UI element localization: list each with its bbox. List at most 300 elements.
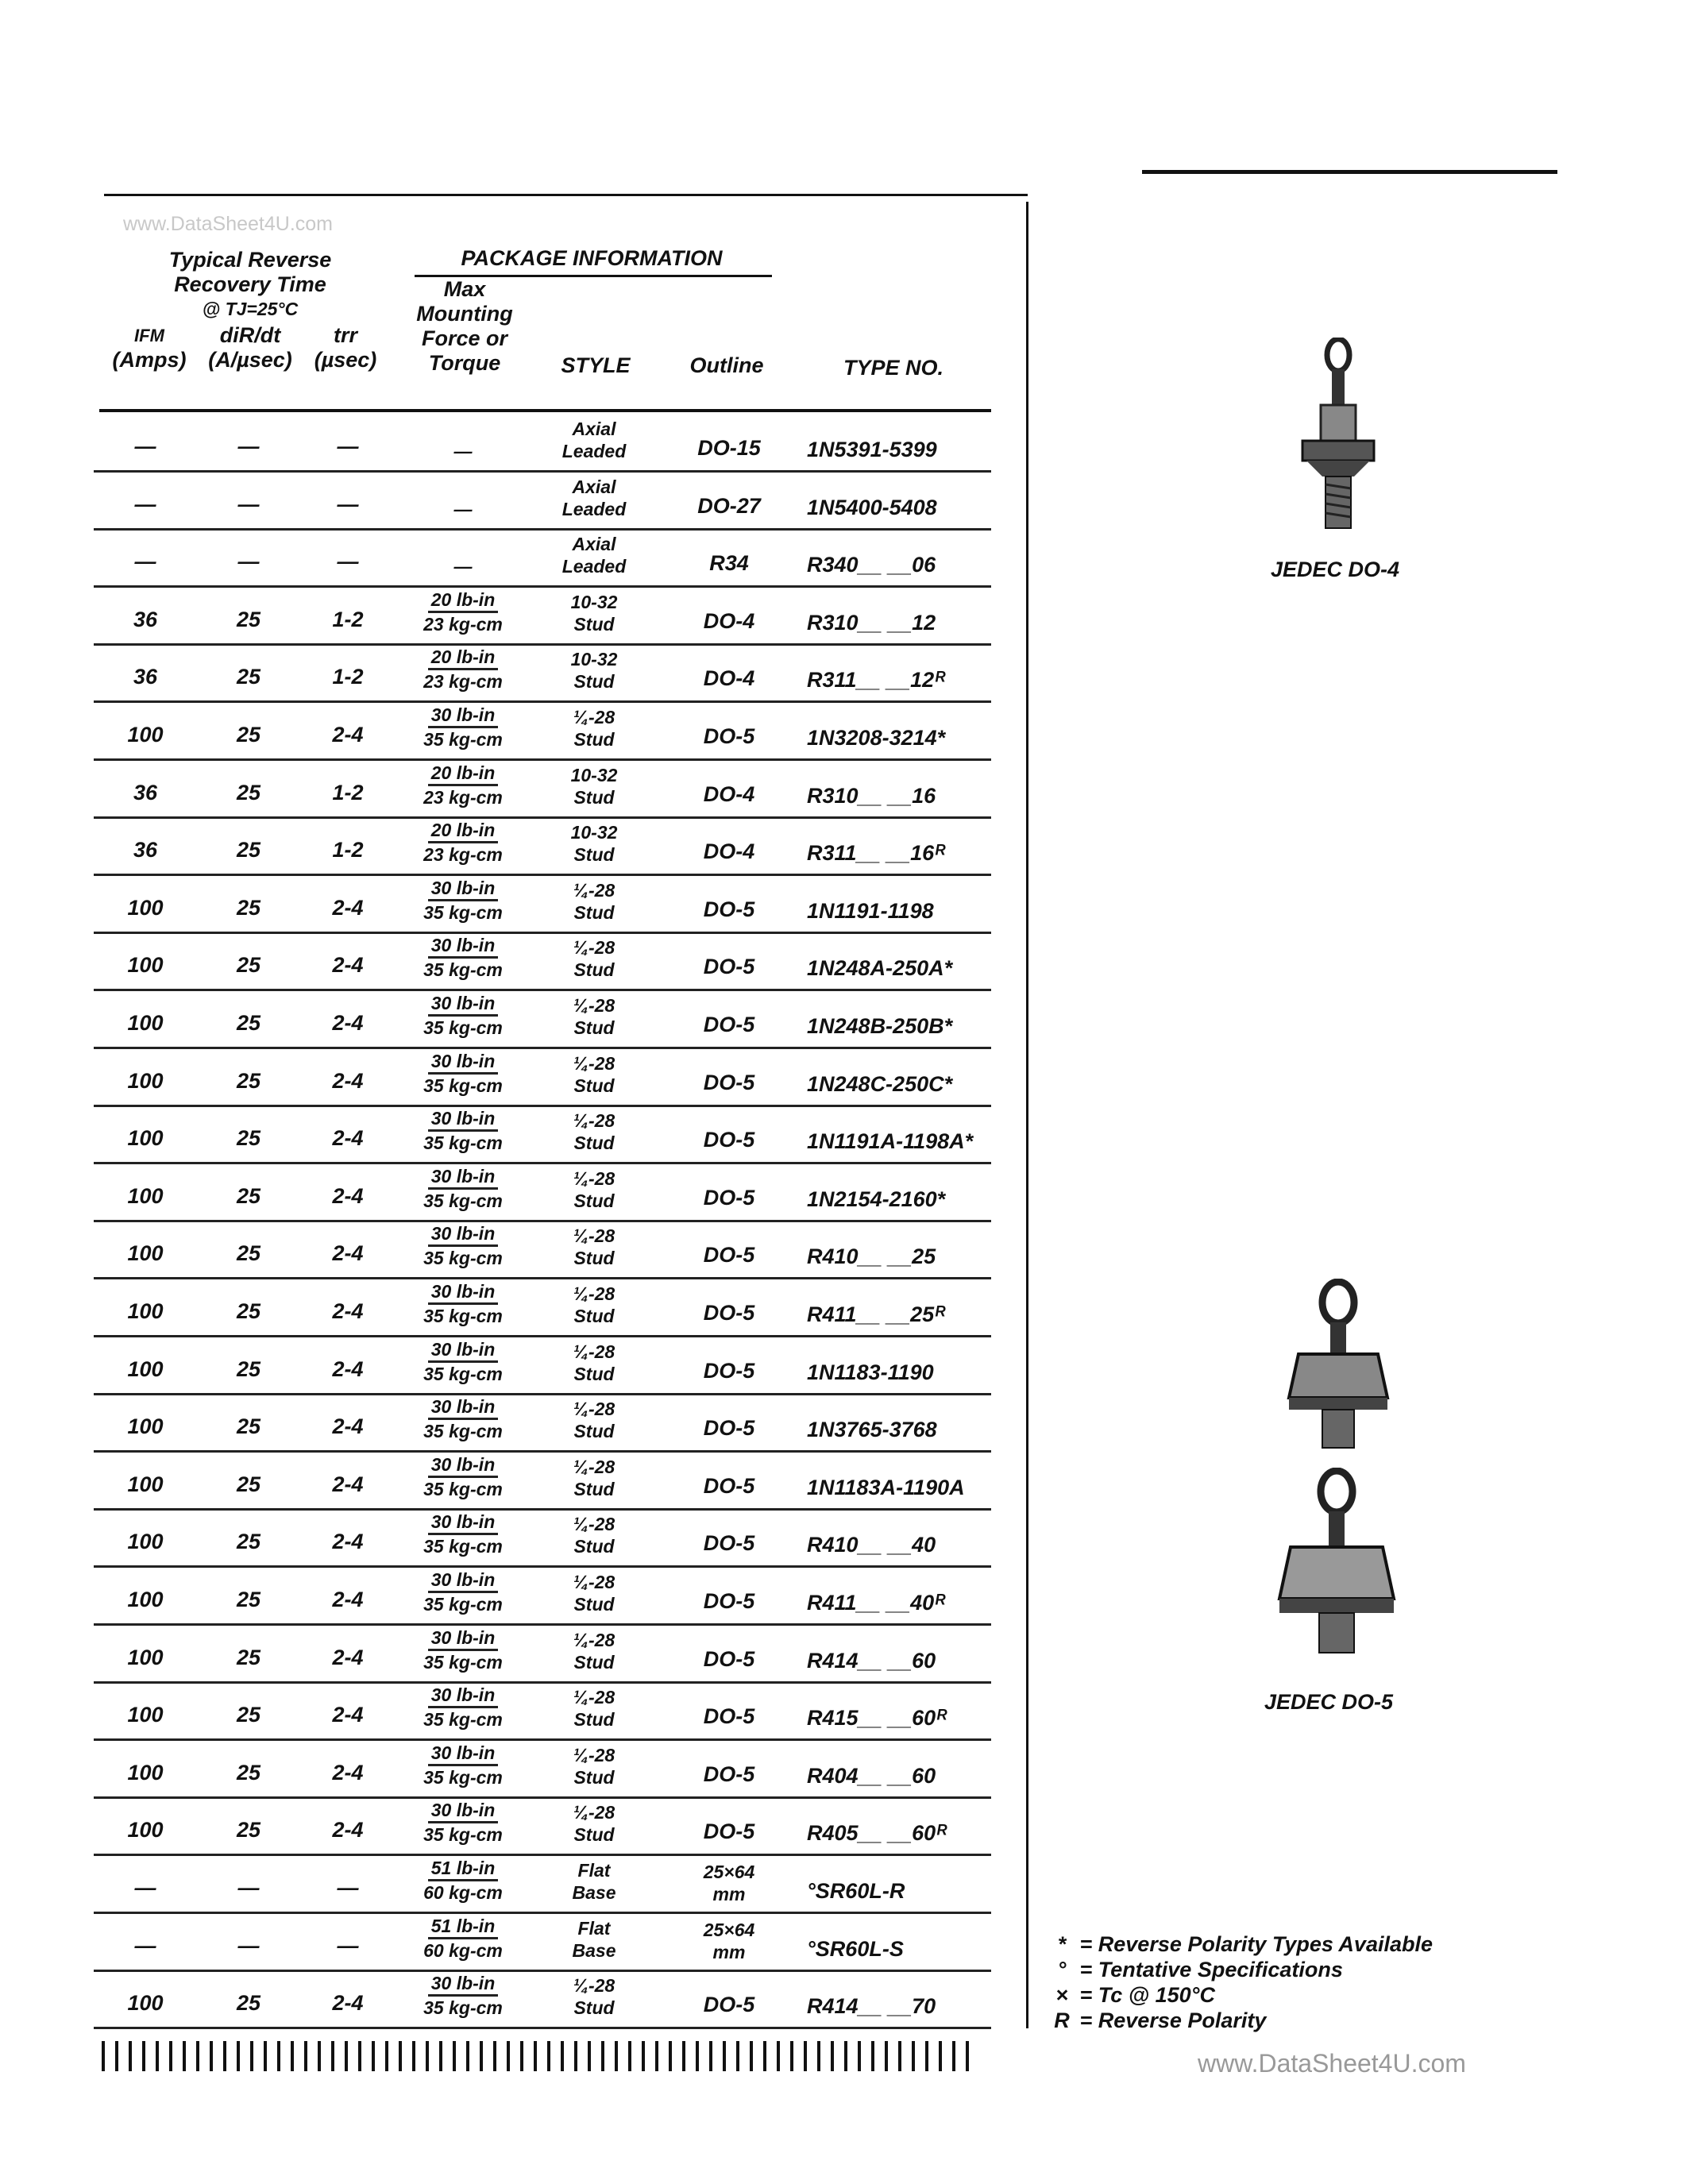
ifm-cell: 100	[127, 1356, 164, 1381]
torque-lbin: 30 lb-in	[428, 1626, 499, 1651]
didt-cell: 25	[236, 953, 261, 978]
style-cell	[550, 1629, 638, 1673]
header-line: (Amps)	[112, 348, 187, 372]
style-line: Stud	[573, 1478, 615, 1499]
outline-cell: DO-4	[703, 608, 755, 633]
ifm-cell: 100	[127, 1299, 164, 1323]
torque-lbin: 51 lb-in	[428, 1857, 499, 1881]
type-no-cell: R415__ __60ᴿ	[807, 1706, 947, 1731]
torque-kgcm: 35 kg-cm	[423, 1766, 503, 1788]
header-outline: Outline	[689, 353, 764, 377]
torque-cell	[407, 704, 519, 751]
didt-cell: —	[237, 1933, 260, 1958]
outline-cell: DO-5	[703, 1646, 755, 1671]
trr-cell: —	[337, 492, 359, 516]
style-line: Stud	[573, 959, 615, 981]
type-no-cell: R411__ __40ᴿ	[807, 1591, 946, 1615]
torque-lbin: 30 lb-in	[428, 1107, 499, 1132]
style-cell	[550, 476, 638, 520]
table-row	[94, 1854, 991, 1914]
didt-cell: 25	[236, 1472, 261, 1496]
type-no-cell: 1N5391-5399	[807, 438, 937, 461]
table-row	[94, 1508, 991, 1568]
style-cell	[550, 1341, 638, 1385]
style-line: Stud	[573, 844, 615, 866]
torque-lbin: 30 lb-in	[428, 1280, 499, 1305]
didt-cell: 25	[236, 1068, 261, 1093]
header-line: Max	[443, 277, 486, 301]
outline-cell: DO-5	[703, 1358, 755, 1383]
header-line: @ TJ=25°C	[202, 299, 299, 319]
ifm-cell: 100	[127, 1588, 164, 1611]
trr-cell: —	[337, 1933, 359, 1958]
torque-cell	[407, 1972, 519, 2019]
torque-cell	[407, 1222, 519, 1269]
style-line: Base	[572, 1939, 616, 1961]
torque-lbin: 30 lb-in	[428, 1222, 499, 1247]
table-row	[94, 874, 991, 934]
style-cell	[550, 1744, 638, 1788]
ifm-cell: 100	[127, 1414, 164, 1439]
outline-cell: DO-5	[703, 1013, 755, 1036]
type-no-cell: R410__ __40	[807, 1533, 936, 1557]
ifm-cell: 100	[127, 1645, 164, 1669]
header-line: IFM	[134, 326, 164, 345]
torque-lbin: 30 lb-in	[428, 1165, 499, 1190]
watermark-bottom: www.DataSheet4U.com	[1198, 2049, 1466, 2078]
torque-cell	[407, 992, 519, 1039]
didt-cell: —	[237, 1876, 260, 1900]
top-rule-left	[104, 194, 1028, 196]
type-no-cell: R410__ __25	[807, 1244, 936, 1269]
style-line: ¼-28	[573, 1802, 615, 1823]
table-row	[94, 1624, 991, 1684]
didt-cell: 25	[236, 838, 261, 862]
torque-lbin: 30 lb-in	[428, 934, 499, 959]
style-line: ¼-28	[573, 1167, 615, 1189]
torque-cell	[407, 498, 519, 520]
style-line: Leaded	[561, 556, 627, 577]
torque-lbin: 30 lb-in	[428, 1684, 499, 1708]
style-line: Stud	[573, 1306, 615, 1326]
style-cell	[550, 1859, 638, 1904]
torque-lbin: 30 lb-in	[428, 704, 499, 728]
style-cell	[550, 1917, 638, 1962]
outline-cell: DO-5	[703, 955, 755, 979]
header-torque	[397, 277, 532, 376]
barcode-strip	[102, 2041, 979, 2071]
torque-cell	[407, 588, 519, 635]
table-row	[94, 528, 991, 588]
type-no-cell: 1N248C-250C*	[807, 1071, 953, 1096]
do5-package-image-2	[1273, 1468, 1400, 1654]
type-no-cell: R411__ __25ᴿ	[807, 1302, 946, 1326]
style-line: Stud	[573, 671, 615, 693]
ifm-cell: —	[134, 434, 156, 458]
style-cell	[550, 936, 638, 981]
trr-cell: 2-4	[332, 953, 364, 978]
table-row	[94, 1681, 991, 1741]
trr-cell: 2-4	[332, 1356, 364, 1381]
ifm-cell: 100	[127, 1068, 164, 1093]
trr-cell: 2-4	[332, 1530, 364, 1554]
outline-cell: DO-5	[703, 1473, 755, 1498]
legend	[1050, 1931, 1433, 2033]
legend-text: Reverse Polarity	[1098, 2008, 1267, 2032]
type-no-cell: 1N248A-250A*	[807, 956, 953, 981]
torque-lbin: 30 lb-in	[428, 1050, 499, 1075]
trr-cell: 1-2	[332, 665, 364, 689]
trr-cell: 2-4	[332, 1818, 364, 1843]
ifm-cell: —	[134, 492, 156, 516]
trr-cell: 2-4	[332, 1068, 364, 1093]
trr-cell: 1-2	[332, 838, 364, 862]
torque-lbin: 30 lb-in	[428, 1742, 499, 1766]
legend-text: Reverse Polarity Types Available	[1098, 1932, 1433, 1956]
style-line: ¼-28	[573, 1399, 615, 1420]
style-line: ¼-28	[573, 1456, 615, 1477]
outline-cell: DO-4	[703, 781, 755, 806]
style-line: 10-32	[570, 822, 618, 843]
table-row	[94, 1912, 991, 1972]
trr-cell: 2-4	[332, 1183, 364, 1208]
type-no-cell: 1N2154-2160*	[807, 1187, 946, 1211]
style-line: Axial	[572, 534, 616, 555]
ifm-cell: 100	[127, 1991, 164, 2016]
ifm-cell: 36	[133, 838, 158, 862]
torque-kgcm: 35 kg-cm	[423, 1651, 503, 1673]
watermark-top: www.DataSheet4U.com	[123, 213, 334, 235]
style-line: Stud	[573, 1997, 615, 2019]
trr-cell: —	[337, 550, 359, 574]
torque-kgcm: 60 kg-cm	[423, 1939, 503, 1961]
didt-cell: 25	[236, 1530, 261, 1554]
style-cell	[550, 1571, 638, 1615]
type-no-cell: 1N3208-3214*	[807, 726, 946, 750]
style-line: ¼-28	[573, 1514, 615, 1535]
outline-cell: DO-4	[703, 839, 755, 864]
torque-kgcm: 35 kg-cm	[423, 1997, 503, 2019]
type-no-cell: 1N5400-5408	[807, 495, 937, 519]
style-line: Stud	[573, 1421, 615, 1442]
ifm-cell: 100	[127, 723, 164, 747]
torque-cell	[407, 1050, 519, 1097]
ifm-cell: 36	[133, 607, 158, 631]
type-no-cell: R414__ __60	[807, 1648, 936, 1673]
torque-cell	[407, 440, 519, 462]
type-no-cell: R340__ __06	[807, 553, 936, 577]
trr-cell: 2-4	[332, 1760, 364, 1785]
style-line: ¼-28	[573, 1110, 615, 1132]
outline-cell: DO-5	[703, 724, 755, 748]
style-cell	[550, 533, 638, 577]
torque-cell	[407, 1684, 519, 1731]
style-line: Stud	[573, 1594, 615, 1615]
style-line: ¼-28	[573, 879, 615, 901]
header-line: Recovery Time	[174, 272, 326, 296]
do5-label: JEDEC DO-5	[1264, 1690, 1394, 1714]
legend-mark: R	[1054, 2008, 1070, 2032]
torque-cell	[407, 1742, 519, 1788]
torque-kgcm: 35 kg-cm	[423, 1824, 503, 1846]
outline-cell: DO-5	[703, 1416, 755, 1441]
trr-cell: —	[337, 434, 359, 458]
type-no-cell: 1N1183-1190	[807, 1360, 934, 1384]
style-line: ¼-28	[573, 1283, 615, 1304]
torque-lbin: 20 lb-in	[428, 646, 499, 670]
didt-cell: 25	[236, 780, 261, 805]
table-row	[94, 1739, 991, 1799]
torque-kgcm: 35 kg-cm	[423, 1709, 503, 1731]
style-line: ¼-28	[573, 1225, 615, 1247]
didt-cell: 25	[236, 607, 261, 631]
torque-cell	[407, 1280, 519, 1327]
outline-cell: DO-5	[703, 1185, 755, 1210]
ifm-cell: 100	[127, 1011, 164, 1035]
outline-cell: DO-5	[703, 1819, 755, 1844]
outline-cell: DO-5	[703, 1070, 755, 1094]
torque-lbin: 51 lb-in	[428, 1915, 499, 1939]
type-no-cell: R311__ __12ᴿ	[807, 668, 946, 693]
style-line: Stud	[573, 786, 615, 808]
do4-label: JEDEC DO-4	[1271, 558, 1400, 581]
ifm-cell: 100	[127, 953, 164, 978]
torque-cell	[407, 1338, 519, 1385]
didt-cell: 25	[236, 1703, 261, 1727]
header-line: Typical Reverse	[168, 248, 332, 272]
trr-cell: 2-4	[332, 1241, 364, 1266]
trr-cell: 2-4	[332, 1011, 364, 1035]
torque-lbin: 30 lb-in	[428, 1511, 499, 1535]
didt-cell: 25	[236, 1299, 261, 1323]
torque-kgcm: 35 kg-cm	[423, 1421, 503, 1442]
style-cell	[550, 879, 638, 924]
torque-cell	[407, 1799, 519, 1846]
ifm-cell: 100	[127, 1241, 164, 1266]
type-no-cell: R404__ __60	[807, 1763, 936, 1788]
torque-kgcm: 35 kg-cm	[423, 1536, 503, 1557]
type-no-cell: 1N3765-3768	[807, 1418, 937, 1442]
style-line: Stud	[573, 1133, 615, 1154]
style-line: Stud	[573, 1766, 615, 1788]
table-row	[94, 586, 991, 646]
outline-cell: DO-15	[697, 436, 761, 460]
trr-cell: 2-4	[332, 723, 364, 747]
torque-kgcm: 35 kg-cm	[423, 1190, 503, 1211]
torque-cell	[407, 1511, 519, 1557]
torque-kgcm: 35 kg-cm	[423, 901, 503, 923]
didt-cell: 25	[236, 665, 261, 689]
legend-item: ° = Tentative Specifications	[1050, 1957, 1433, 1982]
didt-cell: 25	[236, 895, 261, 920]
table-row	[94, 1048, 991, 1107]
torque-kgcm: 35 kg-cm	[423, 959, 503, 981]
torque-lbin: 30 lb-in	[428, 1395, 499, 1420]
ifm-cell: —	[134, 1933, 156, 1958]
header-type-no: TYPE NO.	[843, 356, 944, 380]
torque-lbin: 30 lb-in	[428, 1799, 499, 1823]
outline-cell: 25×64 mm	[703, 1919, 755, 1962]
header-line: Force or	[421, 326, 508, 350]
torque-kgcm: —	[453, 441, 473, 461]
style-cell	[550, 1398, 638, 1442]
style-cell	[550, 821, 638, 866]
header-rule	[99, 409, 991, 412]
table-row	[94, 1105, 991, 1164]
style-line: ¼-28	[573, 995, 615, 1016]
torque-kgcm: 23 kg-cm	[423, 613, 503, 635]
top-rule-right	[1142, 170, 1557, 174]
torque-lbin: 20 lb-in	[428, 819, 499, 843]
table-row	[94, 816, 991, 876]
style-line: Leaded	[561, 441, 627, 461]
style-line: Stud	[573, 1363, 615, 1384]
type-no-cell: 1N1191A-1198A*	[807, 1129, 974, 1154]
style-line: ¼-28	[573, 1687, 615, 1708]
type-no-cell: °SR60L-S	[807, 1936, 904, 1961]
type-no-cell: R310__ __16	[807, 783, 936, 808]
torque-kgcm: 35 kg-cm	[423, 1248, 503, 1269]
trr-cell: 2-4	[332, 895, 364, 920]
torque-kgcm: 23 kg-cm	[423, 671, 503, 693]
torque-cell	[407, 555, 519, 577]
style-line: Stud	[573, 1248, 615, 1269]
header-line: Mounting	[416, 302, 513, 326]
torque-lbin: 30 lb-in	[428, 1338, 499, 1363]
didt-cell: 25	[236, 1356, 261, 1381]
didt-cell: —	[237, 550, 260, 574]
didt-cell: 25	[236, 1760, 261, 1785]
style-line: 10-32	[570, 649, 618, 670]
legend-item: × = Tc @ 150°C	[1050, 1982, 1433, 2008]
style-line: Base	[572, 1882, 616, 1903]
ifm-cell: —	[134, 1876, 156, 1900]
outline-cell: DO-5	[703, 1531, 755, 1556]
torque-lbin: 30 lb-in	[428, 992, 499, 1017]
table-row	[94, 643, 991, 703]
outline-cell: DO-5	[703, 1243, 755, 1268]
style-line: Stud	[573, 1651, 615, 1673]
torque-cell	[407, 1626, 519, 1673]
header-style: STYLE	[561, 353, 631, 377]
ifm-cell: 36	[133, 780, 158, 805]
ifm-cell: 100	[127, 895, 164, 920]
style-line: Stud	[573, 1824, 615, 1846]
style-cell	[550, 1513, 638, 1557]
style-cell	[550, 994, 638, 1039]
didt-cell: —	[237, 434, 260, 458]
ifm-cell: 36	[133, 665, 158, 689]
header-line: (µsec)	[314, 348, 377, 372]
didt-cell: 25	[236, 723, 261, 747]
header-recovery-time	[151, 248, 349, 322]
ifm-cell: 100	[127, 1126, 164, 1151]
trr-cell: 2-4	[332, 1126, 364, 1151]
type-no-cell: 1N248B-250B*	[807, 1014, 953, 1038]
style-line: Axial	[572, 476, 616, 497]
legend-text: Tentative Specifications	[1098, 1958, 1343, 1981]
style-line: ¼-28	[573, 1052, 615, 1074]
table-row	[94, 1278, 991, 1337]
torque-kgcm: 35 kg-cm	[423, 1594, 503, 1615]
style-line: Stud	[573, 1017, 615, 1038]
outline-cell: DO-5	[703, 1993, 755, 2017]
torque-kgcm: 35 kg-cm	[423, 1017, 503, 1038]
didt-cell: 25	[236, 1588, 261, 1611]
header-line: Torque	[428, 351, 501, 375]
style-cell	[550, 1225, 638, 1269]
didt-cell: 25	[236, 1414, 261, 1439]
style-cell	[550, 1283, 638, 1327]
torque-cell	[407, 646, 519, 693]
style-cell	[550, 706, 638, 751]
legend-text: Tc @ 150°C	[1098, 1983, 1215, 2007]
torque-kgcm: 35 kg-cm	[423, 1363, 503, 1384]
style-cell	[550, 648, 638, 693]
torque-cell	[407, 1453, 519, 1500]
table-row	[94, 1566, 991, 1626]
style-line: ¼-28	[573, 937, 615, 959]
didt-cell: 25	[236, 1183, 261, 1208]
table-row	[94, 701, 991, 761]
torque-kgcm: 60 kg-cm	[423, 1882, 503, 1903]
type-no-cell: R311__ __16ᴿ	[807, 841, 946, 866]
header-package-information: PACKAGE INFORMATION	[461, 246, 723, 270]
torque-kgcm: —	[453, 556, 473, 577]
style-cell	[550, 591, 638, 635]
ifm-cell: 100	[127, 1183, 164, 1208]
header-trr	[310, 323, 381, 372]
torque-lbin: 30 lb-in	[428, 1569, 499, 1593]
trr-cell: 1-2	[332, 780, 364, 805]
header-line: diR/dt	[219, 323, 281, 347]
style-line: ¼-28	[573, 1975, 615, 1997]
trr-cell: 2-4	[332, 1472, 364, 1496]
style-line: Flat	[577, 1917, 611, 1939]
header-line: trr	[333, 323, 357, 347]
torque-cell	[407, 1569, 519, 1615]
table-row	[94, 1336, 991, 1395]
style-cell	[550, 1167, 638, 1212]
legend-item: * = Reverse Polarity Types Available	[1050, 1931, 1433, 1957]
ifm-cell: 100	[127, 1703, 164, 1727]
ifm-cell: 100	[127, 1530, 164, 1554]
table-row	[94, 1163, 991, 1222]
style-line: Flat	[577, 1860, 611, 1881]
header-ifm	[110, 323, 189, 372]
header-didt	[199, 323, 302, 372]
outline-cell: DO-5	[703, 897, 755, 921]
table-row	[94, 471, 991, 531]
torque-kgcm: 35 kg-cm	[423, 1133, 503, 1154]
didt-cell: 25	[236, 1818, 261, 1843]
trr-cell: 1-2	[332, 607, 364, 631]
torque-kgcm: 35 kg-cm	[423, 1075, 503, 1096]
outline-cell: DO-4	[703, 666, 755, 691]
ifm-cell: 100	[127, 1818, 164, 1843]
torque-cell	[407, 1107, 519, 1154]
ifm-cell: —	[134, 550, 156, 574]
didt-cell: 25	[236, 1645, 261, 1669]
trr-cell: 2-4	[332, 1414, 364, 1439]
style-cell	[550, 1686, 638, 1731]
table-row	[94, 932, 991, 991]
torque-cell	[407, 1165, 519, 1212]
do5-package-image	[1283, 1279, 1394, 1449]
vertical-rule	[1026, 202, 1028, 2028]
style-line: Stud	[573, 1709, 615, 1731]
torque-kgcm: 23 kg-cm	[423, 786, 503, 808]
